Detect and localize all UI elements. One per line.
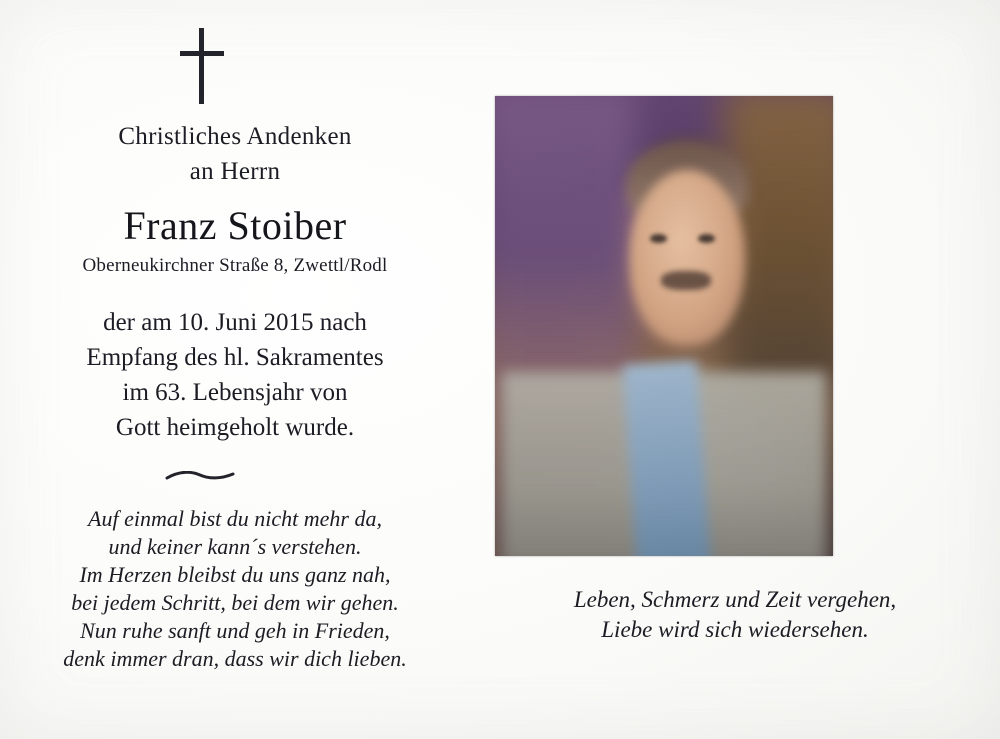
photo-caption xyxy=(470,585,1000,645)
poem-line: und keiner kann´s verstehen. xyxy=(108,534,362,559)
poem-line: Im Herzen bleibst du uns ganz nah, xyxy=(79,562,391,587)
passing-line: im 63. Lebensjahr von xyxy=(122,379,348,406)
portrait-photo xyxy=(495,96,833,556)
passing-line: Gott heimgeholt wurde. xyxy=(115,414,355,441)
poem-line: bei jedem Schritt, bei dem wir gehen. xyxy=(71,590,399,615)
right-column xyxy=(470,0,1000,739)
deceased-address: Oberneukirchner Straße 8, Zwettl/Rodl xyxy=(82,255,388,276)
wave-divider-icon xyxy=(165,471,235,481)
caption-line: Leben, Schmerz und Zeit vergehen, xyxy=(573,587,897,612)
poem-block xyxy=(0,505,470,673)
deceased-name: Franz Stoiber xyxy=(123,203,347,248)
poem-line: Nun ruhe sanft und geh in Frieden, xyxy=(80,618,390,643)
memorial-line-2: an Herrn xyxy=(189,158,281,185)
left-column xyxy=(0,0,470,739)
memorial-line-1: Christliches Andenken xyxy=(118,123,352,150)
passing-text-block xyxy=(0,305,470,445)
latin-cross-icon xyxy=(175,28,229,104)
memorial-heading-block xyxy=(0,120,470,278)
poem-line: Auf einmal bist du nicht mehr da, xyxy=(88,506,382,531)
caption-line: Liebe wird sich wiedersehen. xyxy=(601,617,869,642)
passing-line: der am 10. Juni 2015 nach xyxy=(103,309,367,336)
poem-line: denk immer dran, dass wir dich lieben. xyxy=(63,646,407,671)
passing-line: Empfang des hl. Sakramentes xyxy=(86,344,384,371)
